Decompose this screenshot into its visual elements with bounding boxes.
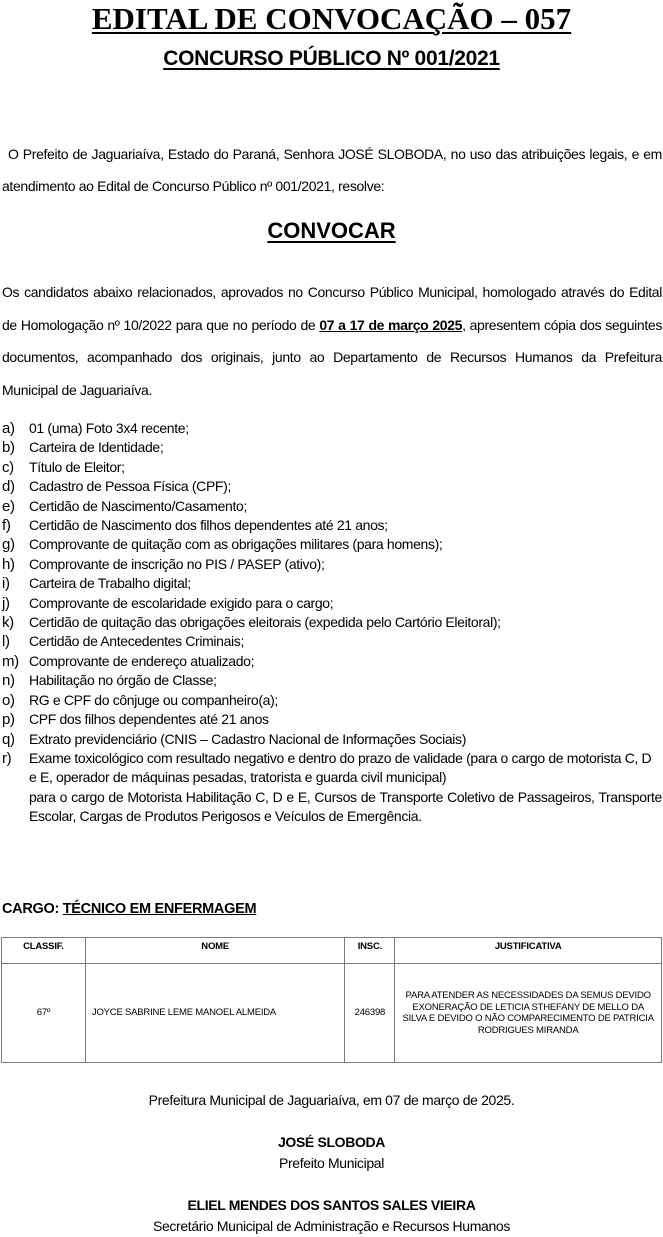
list-item <box>2 535 662 554</box>
convocar-heading-text: CONVOCAR <box>267 218 396 243</box>
list-item-content <box>29 632 662 651</box>
paragraph-text-before: Os candidatos abaixo relacionados, aprovados no Concurso Público Municipal, homologado através do Edital de Homologação nº 10/2022 para que no período de <box>2 284 662 333</box>
list-item-text: Certidão de Nascimento/Casamento; <box>29 497 248 514</box>
list-item <box>2 419 662 438</box>
list-item <box>2 555 662 574</box>
list-item-letter: f) <box>2 517 11 535</box>
document-title <box>0 0 663 38</box>
paragraph-text-after: , apresentem cópia dos seguintes documentos, acompanhado dos originais, junto ao Departamento de Recursos Humanos da Prefeitura Municipal de Jaguariaíva. <box>2 316 662 398</box>
list-item-content <box>29 594 662 613</box>
list-item-content <box>29 477 662 496</box>
list-item-letter: o) <box>2 691 15 709</box>
convocar-heading <box>0 216 663 246</box>
list-item-text: Comprovante de inscrição no PIS / PASEP (ativo); <box>29 555 325 572</box>
list-item-letter: n) <box>2 672 15 690</box>
list-item <box>2 477 662 496</box>
signatory-secretary-role: Secretário Municipal de Administração e Recursos Humanos <box>152 1218 511 1234</box>
cargo-heading <box>2 899 256 919</box>
signatory-secretary-name: ELIEL MENDES DOS SANTOS SALES VIEIRA <box>187 1197 476 1213</box>
list-item-text: Habilitação no órgão de Classe; <box>29 672 217 689</box>
list-item-text: Carteira de Trabalho digital; <box>29 575 191 592</box>
list-item <box>2 458 662 477</box>
list-item-text: Comprovante de escolaridade exigido para o cargo; <box>29 594 334 611</box>
list-item-content <box>29 691 662 710</box>
cargo-label: CARGO: <box>2 901 60 917</box>
list-item-letter: j) <box>2 594 10 612</box>
list-item-extra-text: para o cargo de Motorista Habilitação C, D e E, Cursos de Transporte Coletivo de Passageiros, Transporte Escolar, Cargas de Produtos Perigosos e Veículos de Emergência. <box>29 788 662 825</box>
list-item-content <box>29 497 662 516</box>
list-item-text: 01 (uma) Foto 3x4 recente; <box>29 420 189 436</box>
list-item <box>2 730 662 749</box>
list-item-content <box>29 613 662 632</box>
list-item-content <box>29 730 662 749</box>
list-item-text: Exame toxicológico com resultado negativo e dentro do prazo de validade (para o cargo de motorista C, D e E, operador de máquinas pesadas, tratorista e guarda civil municipal) <box>29 749 652 786</box>
cell-nome: JOYCE SABRINE LEME MANOEL ALMEIDA <box>85 964 345 1063</box>
header-justificativa: JUSTIFICATIVA <box>395 938 662 964</box>
document-subtitle-text: CONCURSO PÚBLICO Nº 001/2021 <box>163 47 500 70</box>
list-item-text: Título de Eleitor; <box>29 458 125 475</box>
list-item-letter: d) <box>2 478 15 496</box>
header-insc: INSC. <box>345 938 395 964</box>
list-item-letter: r) <box>2 749 12 767</box>
cell-classif: 67º <box>2 964 86 1063</box>
list-item <box>2 613 662 632</box>
list-item-content <box>29 419 662 438</box>
list-item-letter: a) <box>2 420 15 437</box>
list-item-letter: b) <box>2 439 15 457</box>
list-item-text: Certidão de Nascimento dos filhos dependentes até 21 anos; <box>29 517 388 534</box>
list-item-text: CPF dos filhos dependentes até 21 anos <box>29 711 269 728</box>
list-item-letter: e) <box>2 497 15 515</box>
list-item-letter: q) <box>2 730 15 748</box>
convocation-paragraph <box>2 276 662 406</box>
list-item-text: Comprovante de quitação com as obrigações militares (para homens); <box>29 536 443 553</box>
list-item-content <box>29 652 662 671</box>
list-item-letter: g) <box>2 536 15 554</box>
list-item-letter: m) <box>2 652 19 670</box>
list-item <box>2 652 662 671</box>
table-header-row <box>2 938 662 964</box>
list-item <box>2 497 662 516</box>
list-item <box>2 594 662 613</box>
list-item-letter: c) <box>2 458 14 476</box>
list-item-text: Certidão de Antecedentes Criminais; <box>29 633 244 650</box>
list-item <box>2 632 662 651</box>
list-item-content <box>29 555 662 574</box>
list-item-content <box>29 574 662 593</box>
period-highlight: 07 a 17 de março 2025 <box>319 316 463 333</box>
list-item-content <box>29 516 662 535</box>
document-title-text: EDITAL DE CONVOCAÇÃO – 057 <box>91 1 572 36</box>
list-item-text: Comprovante de endereço atualizado; <box>29 652 255 669</box>
cell-justificativa: PARA ATENDER AS NECESSIDADES DA SEMUS DEVIDO EXONERAÇÃO DE LETICIA STHEFANY DE MELLO DA SILVA E DEVIDO O NÃO COMPARECIMENTO DE PATRICIA RODRIGUES MIRANDA <box>395 964 662 1063</box>
documents-list <box>2 419 662 827</box>
place-date: Prefeitura Municipal de Jaguariaíva, em 07 de março de 2025. <box>148 1092 515 1108</box>
list-item <box>2 671 662 690</box>
cell-insc: 246398 <box>345 964 395 1063</box>
header-classif: CLASSIF. <box>2 938 86 964</box>
list-item-content <box>29 535 662 554</box>
list-item-text: Extrato previdenciário (CNIS – Cadastro Nacional de Informações Sociais) <box>29 730 467 747</box>
list-item-letter: k) <box>2 614 14 632</box>
list-item <box>2 691 662 710</box>
list-item <box>2 749 662 827</box>
list-item-letter: l) <box>2 633 10 651</box>
list-item-text: Carteira de Identidade; <box>29 439 164 456</box>
list-item <box>2 438 662 457</box>
list-item <box>2 710 662 729</box>
header-nome: NOME <box>85 938 345 964</box>
signatory-mayor-name: JOSÉ SLOBODA <box>277 1134 386 1150</box>
list-item-letter: h) <box>2 555 15 573</box>
signatory-mayor-role: Prefeito Municipal <box>279 1155 384 1171</box>
list-item-letter: p) <box>2 711 15 729</box>
intro-paragraph: O Prefeito de Jaguariaíva, Estado do Paraná, Senhora JOSÉ SLOBODA, no uso das atribuições legais, e em atendimento ao Edital de Concurso Público nº 001/2021, resolve: <box>2 146 662 194</box>
list-item <box>2 516 662 535</box>
list-item-content <box>29 710 662 729</box>
list-item <box>2 574 662 593</box>
list-item-content <box>29 458 662 477</box>
list-item-content <box>29 438 662 457</box>
candidates-table <box>1 937 662 1063</box>
list-item-text: RG e CPF do cônjuge ou companheiro(a); <box>29 691 278 708</box>
list-item-content <box>29 671 662 690</box>
cargo-name: TÉCNICO EM ENFERMAGEM <box>62 901 257 917</box>
document-subtitle <box>0 44 663 74</box>
table-row <box>2 964 662 1063</box>
list-item-text: Certidão de quitação das obrigações eleitorais (expedida pelo Cartório Eleitoral); <box>29 614 501 631</box>
list-item-content <box>29 749 662 827</box>
list-item-letter: i) <box>2 575 10 593</box>
list-item-text: Cadastro de Pessoa Física (CPF); <box>29 478 231 495</box>
